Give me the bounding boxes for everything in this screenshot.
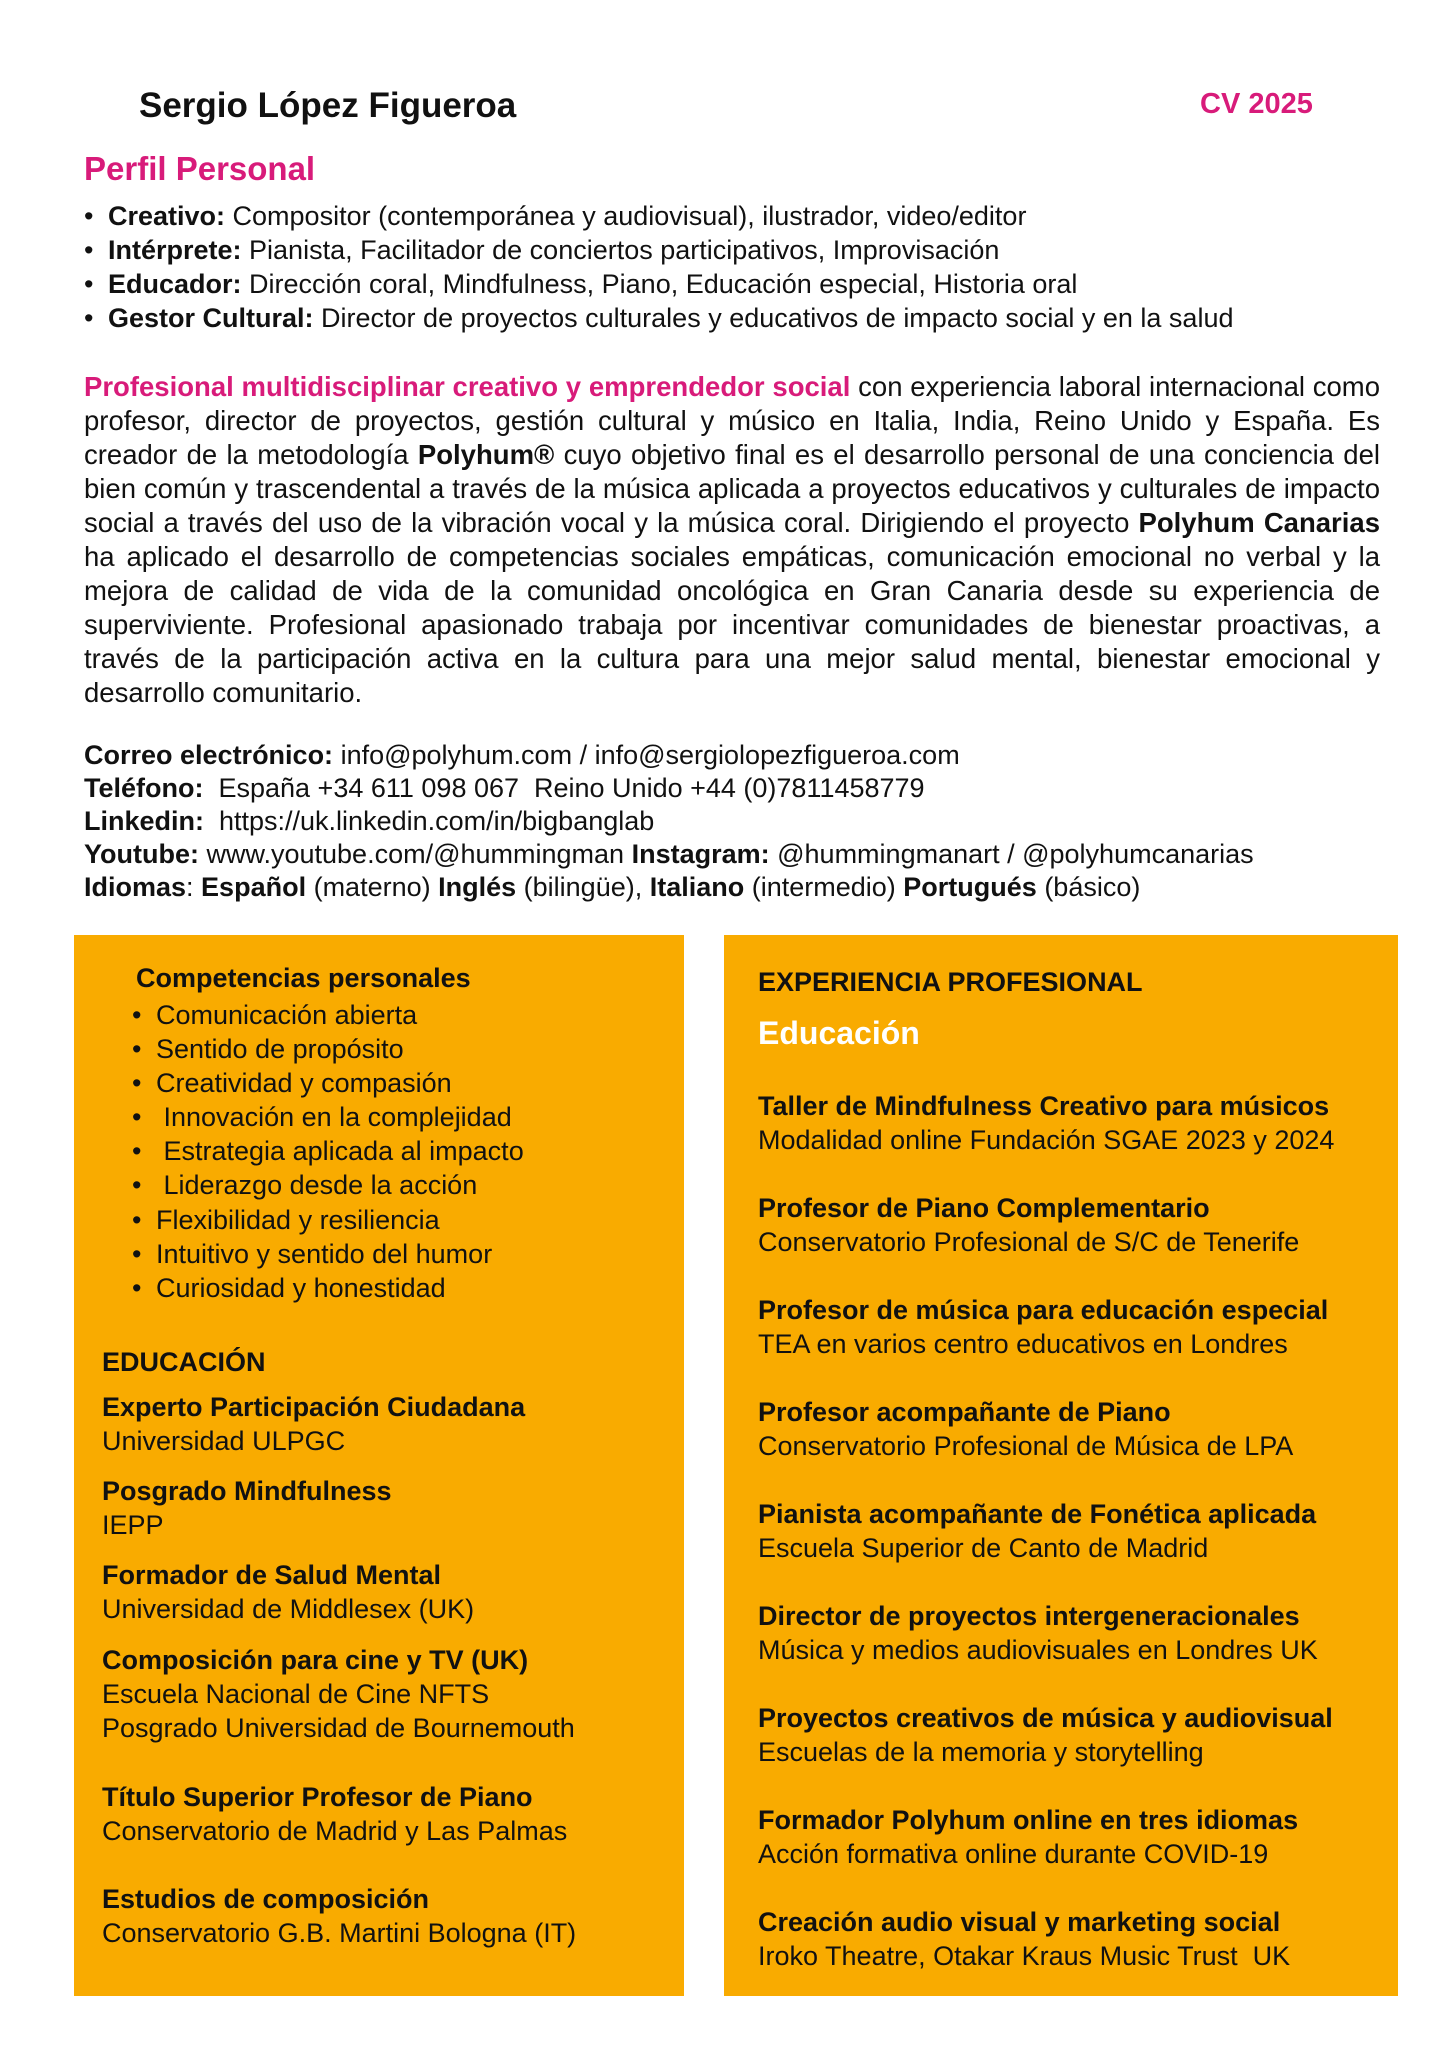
competencies-heading: Competencias personales bbox=[136, 963, 471, 993]
experience-detail: Conservatorio Profesional de S/C de Tenerife bbox=[758, 1227, 1300, 1257]
education-entry bbox=[102, 1643, 575, 1745]
experience-entry bbox=[758, 1089, 1334, 1157]
experience-subheading: Educación bbox=[758, 1015, 920, 1051]
languages-label: Idiomas bbox=[84, 872, 187, 902]
role-description: Compositor (contemporánea y audiovisual), ilustrador, video/editor bbox=[225, 201, 1027, 231]
bullet-icon: • bbox=[84, 303, 94, 333]
education-title: Composición para cine y TV (UK) bbox=[102, 1645, 529, 1675]
language-level: (bilingüe), bbox=[516, 872, 650, 902]
language-name: Portugués bbox=[903, 872, 1037, 902]
instagram-handles[interactable]: @hummingmanart / @polyhumcanarias bbox=[769, 839, 1254, 869]
email-label: Correo electrónico: bbox=[84, 740, 334, 770]
competency-item bbox=[132, 1271, 524, 1305]
bullet-icon: • bbox=[132, 1238, 142, 1269]
experience-title: Pianista acompañante de Fonética aplicada bbox=[758, 1499, 1317, 1529]
social-row bbox=[84, 838, 1254, 871]
youtube-label: Youtube: bbox=[84, 839, 199, 869]
experience-entry bbox=[758, 1191, 1299, 1259]
role-item bbox=[84, 233, 1233, 267]
summary-text: con experiencia laboral internacional como profesor, director de proyectos, gestión cultural y músico en Italia, India, Reino Unido y España. Es creador de la metodología bbox=[84, 371, 1381, 470]
experience-entry bbox=[758, 1803, 1298, 1871]
role-item bbox=[84, 267, 1233, 301]
bullet-icon: • bbox=[84, 235, 94, 265]
person-name: Sergio López Figueroa bbox=[139, 86, 517, 125]
education-heading: EDUCACIÓN bbox=[102, 1347, 266, 1377]
education-title: Formador de Salud Mental bbox=[102, 1560, 442, 1590]
roles-list bbox=[84, 199, 1233, 335]
language-level: (básico) bbox=[1036, 872, 1141, 902]
role-item bbox=[84, 199, 1233, 233]
experience-detail: Escuelas de la memoria y storytelling bbox=[758, 1737, 1204, 1767]
education-institution: Conservatorio G.B. Martini Bologna (IT) bbox=[102, 1918, 577, 1948]
competency-item bbox=[132, 1237, 524, 1271]
role-description: Director de proyectos culturales y educativos de impacto social y en la salud bbox=[313, 303, 1234, 333]
experience-detail: TEA en varios centro educativos en Londres bbox=[758, 1329, 1288, 1359]
languages-row bbox=[84, 871, 1254, 904]
linkedin-label: Linkedin: bbox=[84, 806, 204, 836]
language-name: Español bbox=[201, 872, 307, 902]
experience-title: Formador Polyhum online en tres idiomas bbox=[758, 1805, 1299, 1835]
experience-title: Proyectos creativos de música y audiovisual bbox=[758, 1703, 1333, 1733]
experience-entry bbox=[758, 1905, 1290, 1973]
experience-detail: Modalidad online Fundación SGAE 2023 y 2024 bbox=[758, 1125, 1335, 1155]
competency-text: Liderazgo desde la acción bbox=[156, 1170, 478, 1201]
phone-label: Teléfono: bbox=[84, 773, 204, 803]
competency-text: Intuitivo y sentido del humor bbox=[156, 1238, 493, 1269]
contact-block bbox=[84, 739, 1254, 904]
summary-text: ha aplicado el desarrollo de competencias sociales empáticas, comunicación emocional no verbal y la mejora de calidad de vida de la comunidad oncológica en Gran Canaria desde su experiencia de superviviente. Profesional apasionado trabaja por incentivar comunidades de bienestar proactivas, a través de la participación activa en la cultura para una mejor salud mental, bienestar emocional y desarrollo comunitario. bbox=[84, 541, 1380, 708]
competency-item bbox=[132, 998, 524, 1032]
role-title: Creativo: bbox=[108, 201, 226, 231]
experience-detail: Iroko Theatre, Otakar Kraus Music Trust UK bbox=[758, 1941, 1291, 1971]
bullet-icon: • bbox=[132, 1000, 142, 1030]
competency-text: Comunicación abierta bbox=[156, 1000, 418, 1030]
experience-title: Profesor acompañante de Piano bbox=[758, 1397, 1171, 1427]
bullet-icon: • bbox=[132, 1204, 142, 1235]
role-description: Dirección coral, Mindfulness, Piano, Educación especial, Historia oral bbox=[241, 269, 1078, 299]
language-name: Inglés bbox=[438, 872, 517, 902]
email-value[interactable]: info@polyhum.com / info@sergiolopezfigueroa.com bbox=[333, 740, 960, 770]
experience-title: Creación audio visual y marketing social bbox=[758, 1907, 1281, 1937]
education-institution: Universidad ULPGC bbox=[102, 1426, 346, 1456]
experience-entry bbox=[758, 1701, 1333, 1769]
education-entry bbox=[102, 1474, 392, 1542]
education-entry bbox=[102, 1882, 576, 1950]
education-title: Estudios de composición bbox=[102, 1884, 430, 1914]
experience-title: Profesor de Piano Complementario bbox=[758, 1193, 1210, 1223]
linkedin-row bbox=[84, 805, 1254, 838]
brand-polyhum-canarias: Polyhum Canarias bbox=[1138, 507, 1380, 538]
bullet-icon: • bbox=[132, 1272, 142, 1303]
role-title: Educador: bbox=[108, 269, 242, 299]
youtube-link[interactable]: www.youtube.com/@hummingman bbox=[198, 839, 632, 869]
summary-lead: Profesional multidisciplinar creativo y emprendedor social bbox=[84, 371, 851, 402]
brand-polyhum: Polyhum® bbox=[417, 439, 555, 470]
education-institution: IEPP bbox=[102, 1510, 164, 1540]
bullet-icon: • bbox=[132, 1102, 142, 1133]
experience-detail: Música y medios audiovisuales en Londres UK bbox=[758, 1635, 1318, 1665]
education-entry bbox=[102, 1558, 474, 1626]
competency-item bbox=[132, 1168, 524, 1202]
education-title: Experto Participación Ciudadana bbox=[102, 1392, 526, 1422]
experience-heading: EXPERIENCIA PROFESIONAL bbox=[758, 967, 1143, 997]
education-entry bbox=[102, 1780, 567, 1848]
experience-entry bbox=[758, 1395, 1293, 1463]
role-description: Pianista, Facilitador de conciertos participativos, Improvisación bbox=[241, 235, 1000, 265]
experience-entry bbox=[758, 1599, 1318, 1667]
instagram-label: Instagram: bbox=[631, 839, 770, 869]
role-title: Intérprete: bbox=[108, 235, 242, 265]
phone-value: España +34 611 098 067 Reino Unido +44 (0)7811458779 bbox=[203, 773, 925, 803]
competency-text: Sentido de propósito bbox=[156, 1034, 404, 1065]
experience-detail: Acción formativa online durante COVID-19 bbox=[758, 1839, 1269, 1869]
role-title: Gestor Cultural: bbox=[108, 303, 314, 333]
competency-text: Creatividad y compasión bbox=[156, 1068, 452, 1099]
education-institution: Universidad de Middlesex (UK) bbox=[102, 1594, 475, 1624]
experience-detail: Conservatorio Profesional de Música de LPA bbox=[758, 1431, 1294, 1461]
competency-item bbox=[132, 1100, 524, 1134]
education-title: Título Superior Profesor de Piano bbox=[102, 1782, 533, 1812]
bullet-icon: • bbox=[84, 201, 94, 231]
experience-title: Profesor de música para educación especial bbox=[758, 1295, 1329, 1325]
profile-summary bbox=[84, 370, 1380, 710]
competency-text: Flexibilidad y resiliencia bbox=[156, 1204, 440, 1235]
education-institution: Conservatorio de Madrid y Las Palmas bbox=[102, 1816, 568, 1846]
experience-detail: Escuela Superior de Canto de Madrid bbox=[758, 1533, 1209, 1563]
bullet-icon: • bbox=[84, 269, 94, 299]
bullet-icon: • bbox=[132, 1034, 142, 1065]
experience-title: Taller de Mindfulness Creativo para músicos bbox=[758, 1091, 1330, 1121]
education-title: Posgrado Mindfulness bbox=[102, 1476, 392, 1506]
bullet-icon: • bbox=[132, 1170, 142, 1201]
competencies-list bbox=[132, 998, 524, 1305]
languages-colon: : bbox=[186, 872, 202, 902]
education-entry bbox=[102, 1390, 525, 1458]
education-institution: Posgrado Universidad de Bournemouth bbox=[102, 1713, 575, 1743]
competency-item bbox=[132, 1203, 524, 1237]
experience-entry bbox=[758, 1497, 1316, 1565]
bullet-icon: • bbox=[132, 1136, 142, 1167]
experience-entry bbox=[758, 1293, 1328, 1361]
linkedin-link[interactable]: https://uk.linkedin.com/in/bigbanglab bbox=[204, 806, 655, 836]
summary-text: cuyo objetivo final es el desarrollo personal de una conciencia del bien común y trascendental a través de la música aplicada a proyectos educativos y culturales de impacto social a través del uso de la vibración vocal y la música coral. Dirigiendo el proyecto bbox=[84, 439, 1381, 538]
experience-title: Director de proyectos intergeneracionales bbox=[758, 1601, 1300, 1631]
competency-item bbox=[132, 1032, 524, 1066]
language-level: (intermedio) bbox=[744, 872, 904, 902]
cv-year-label: CV 2025 bbox=[1200, 88, 1313, 120]
language-level: (materno) bbox=[306, 872, 439, 902]
language-name: Italiano bbox=[649, 872, 745, 902]
profile-heading: Perfil Personal bbox=[84, 150, 316, 187]
bullet-icon: • bbox=[132, 1068, 142, 1099]
competency-text: Curiosidad y honestidad bbox=[156, 1272, 446, 1303]
competency-item bbox=[132, 1066, 524, 1100]
email-row bbox=[84, 739, 1254, 772]
competency-text: Estrategia aplicada al impacto bbox=[156, 1136, 524, 1167]
role-item bbox=[84, 301, 1233, 335]
competency-item bbox=[132, 1134, 524, 1168]
education-institution: Escuela Nacional de Cine NFTS bbox=[102, 1679, 490, 1709]
competency-text: Innovación en la complejidad bbox=[156, 1102, 512, 1133]
phone-row bbox=[84, 772, 1254, 805]
